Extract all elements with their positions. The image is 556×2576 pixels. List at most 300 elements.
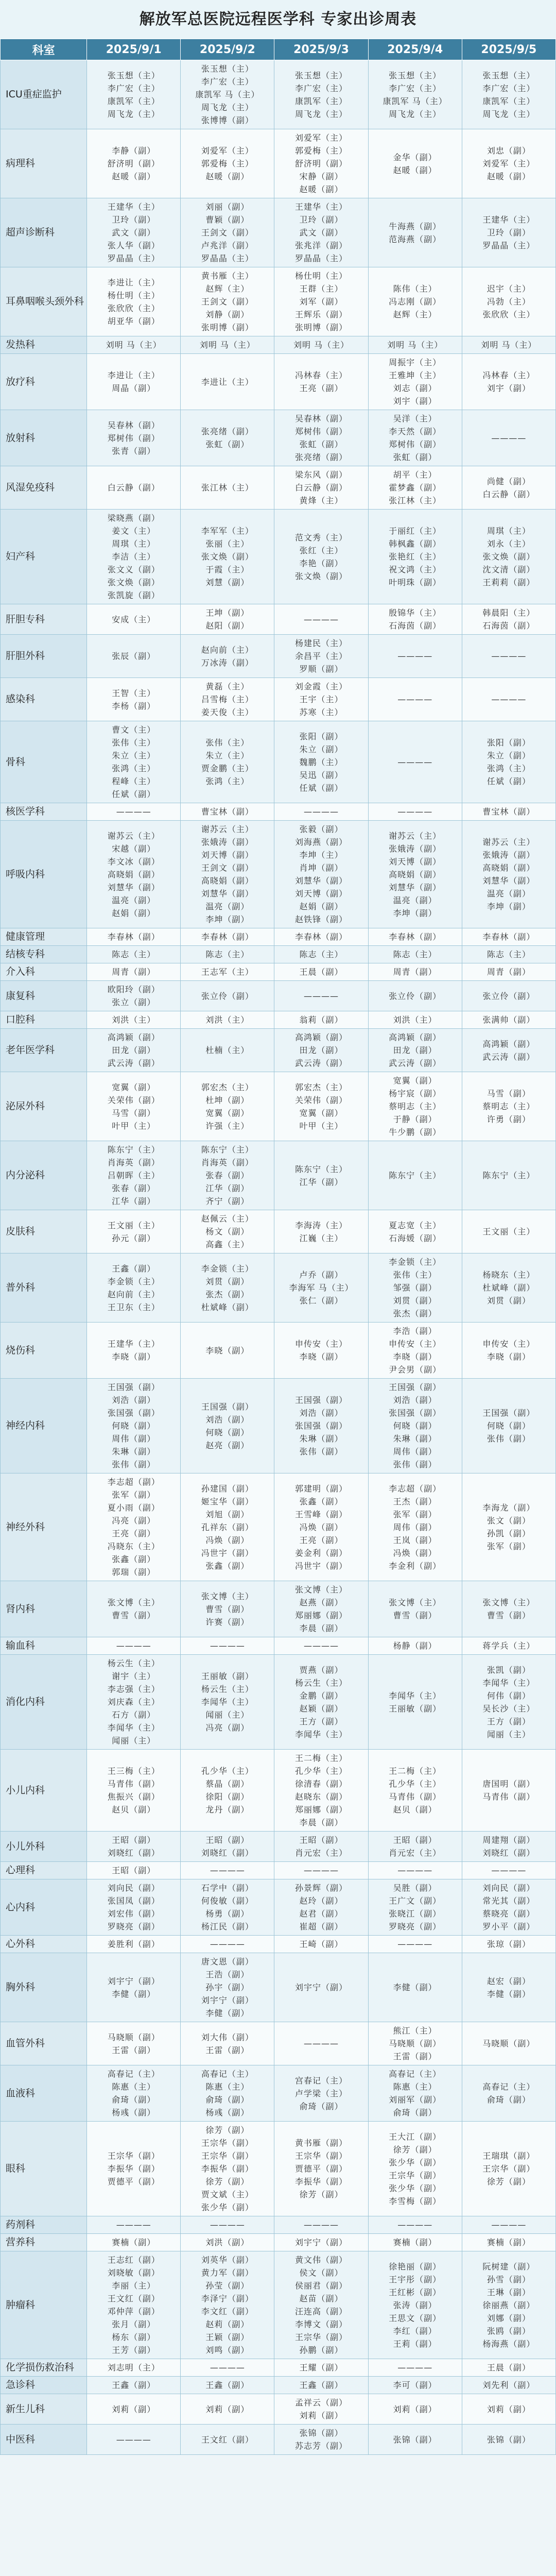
table-row <box>1 1029 556 1072</box>
table-row <box>1 410 556 466</box>
dept-name: 中医科 <box>1 2425 87 2455</box>
doctor-cell: 谢苏云（主） 张娥涛（副） 高晓娟（副） 刘慧华（副） 温亮（副） 李坤（副） <box>462 821 555 928</box>
doctor-cell: 高春记（主） 陈惠（主） 俞琦（副） 杨彧（副） <box>87 2065 181 2122</box>
doctor-cell: 张阳（副） 朱立（副） 张鸿（主） 任斌（副） <box>462 721 555 803</box>
dept-name: 肝胆外科 <box>1 635 87 678</box>
doctor-cell: 周振宇（主） 王雅坤（主） 刘志（副） 刘宇（副） <box>368 354 462 410</box>
doctor-cell: 张文博（主） 曹雪（副） <box>87 1581 181 1637</box>
doctor-cell: ———— <box>274 604 368 635</box>
doctor-cell: 周青（副） <box>87 963 181 981</box>
doctor-cell: 刘洪（主） <box>368 1011 462 1029</box>
doctor-cell: 李春林（副） <box>181 928 274 946</box>
doctor-cell: 李金锁（主） 张伟（主） 邹强（副） 刘贯（副） 张杰（副） <box>368 1253 462 1323</box>
table-row <box>1 1210 556 1253</box>
dept-name: 胸外科 <box>1 1953 87 2022</box>
doctor-cell: ———— <box>87 2425 181 2455</box>
doctor-cell: 迟宇（主） 冯勃（主） 张欣欣（主） <box>462 267 555 336</box>
doctor-cell: 马晓顺（副） <box>462 2022 555 2065</box>
table-row <box>1 1862 556 1879</box>
table-row <box>1 1953 556 2022</box>
doctor-cell: 王志军（主） <box>181 963 274 981</box>
dept-name: 神经内科 <box>1 1379 87 1473</box>
dept-name: 药剂科 <box>1 2216 87 2234</box>
doctor-cell: 王二梅（主） 孔少华（主） 马青伟（副） 赵贝（副） <box>368 1750 462 1832</box>
doctor-cell: 王坤（副） 赵阳（副） <box>181 604 274 635</box>
dept-name: 血管外科 <box>1 2022 87 2065</box>
doctor-cell: 曹宝林（副） <box>181 803 274 821</box>
schedule-table <box>0 39 556 2455</box>
doctor-cell: 王国强（副） 刘浩（副） 张国强（副） 何晓（副） 周伟（副） 朱琳（副） 张伟（副） <box>87 1379 181 1473</box>
doctor-cell: 刘忠（副） 刘爱军（主） 赵暖（副） <box>462 129 555 198</box>
dept-name: 耳鼻咽喉头颈外科 <box>1 267 87 336</box>
table-row <box>1 1832 556 1862</box>
table-row <box>1 1323 556 1379</box>
table-row <box>1 1637 556 1655</box>
dept-name: 皮肤科 <box>1 1210 87 1253</box>
doctor-cell: ———— <box>368 803 462 821</box>
doctor-cell: 张琼（副） <box>462 1936 555 1953</box>
dept-name: 放疗科 <box>1 354 87 410</box>
doctor-cell: 杨云生（主） 谢宇（主） 李志强（主） 刘庆森（主） 石方（副） 李闻华（主） 闻丽（主） <box>87 1655 181 1750</box>
doctor-cell: 刘明 马（主） <box>368 336 462 354</box>
doctor-cell: 宽翼（副） 杨宇宸（副） 蔡明志（主） 于静（副） 牛少鹏（副） <box>368 1072 462 1141</box>
dept-name: 呼吸内科 <box>1 821 87 928</box>
doctor-cell: ———— <box>181 1936 274 1953</box>
doctor-cell: 刘宇宁（副） 李健（副） <box>87 1953 181 2022</box>
doctor-cell: 孙景辉（副） 赵玲（副） 赵君（副） 崔超（副） <box>274 1879 368 1936</box>
doctor-cell: 王昭（副） <box>87 1862 181 1879</box>
table-row <box>1 1141 556 1210</box>
doctor-cell: 张伟（主） 朱立（主） 贾金鹏（主） 张鸿（主） <box>181 721 274 803</box>
doctor-cell: 王晨（副） <box>274 963 368 981</box>
doctor-cell: 贾燕（副） 杨云生（主） 金鹏（副） 赵颖（副） 王方（副） 李闻华（主） <box>274 1655 368 1750</box>
doctor-cell: 冯林春（主） 刘宇（副） <box>462 354 555 410</box>
table-row <box>1 2216 556 2234</box>
doctor-cell: 刘明 马（主） <box>87 336 181 354</box>
table-row <box>1 604 556 635</box>
table-row <box>1 129 556 198</box>
doctor-cell: 刘爱军（主） 郭爱梅（主） 舒济明（副） 宋静（副） 赵暖（副） <box>274 129 368 198</box>
doctor-cell: 王文丽（主） 孙元（副） <box>87 1210 181 1253</box>
doctor-cell: 高鸿颖（副） 田龙（副） 武云涛（副） <box>274 1029 368 1072</box>
table-row <box>1 1473 556 1581</box>
doctor-cell: 刘丽（副） 曹颖（副） 王剑文（副） 卢兆洋（副） 罗晶晶（主） <box>181 198 274 267</box>
doctor-cell: 王鑫（副） <box>181 2377 274 2394</box>
doctor-cell: 王昭（副） 肖元宏（主） <box>368 1832 462 1862</box>
doctor-cell: 刘向民（副） 常光其（副） 蔡晓亮（副） 罗小平（副） <box>462 1879 555 1936</box>
dept-name: 发热科 <box>1 336 87 354</box>
doctor-cell: 刘洪（副） <box>181 2234 274 2251</box>
dept-name: 感染科 <box>1 678 87 721</box>
doctor-cell: 唐文恩（副） 王浩（副） 孙宇（副） 刘宇宁（副） 李健（副） <box>181 1953 274 2022</box>
doctor-cell: 王大江（副） 徐芳（副） 张少华（副） 王宗华（副） 张少华（副） 李雪梅（副） <box>368 2122 462 2216</box>
doctor-cell: 李志超（副） 张军（副） 夏小雨（副） 冯亮（副） 王亮（副） 冯晓东（主） 张鑫（副） 郭瑞（副） <box>87 1473 181 1581</box>
doctor-cell: 刘宇宁（副） <box>274 1953 368 2022</box>
doctor-cell: 赵向前（主） 万冰涛（副） <box>181 635 274 678</box>
doctor-cell: 陈志（主） <box>462 946 555 963</box>
doctor-cell: 刘明 马（主） <box>462 336 555 354</box>
doctor-cell: 杜楠（主） <box>181 1029 274 1072</box>
table-row <box>1 1253 556 1323</box>
doctor-cell: 李金锁（主） 刘贯（副） 张杰（副） 杜斌峰（副） <box>181 1253 274 1323</box>
doctor-cell: 熊江（主） 马晓顺（副） 王雷（副） <box>368 2022 462 2065</box>
table-row <box>1 963 556 981</box>
doctor-cell: 李春林（副） <box>274 928 368 946</box>
doctor-cell: 吴胜（副） 王广文（副） 张晓江（副） 罗晓亮（副） <box>368 1879 462 1936</box>
doctor-cell: 欧阳玲（副） 张立（副） <box>87 981 181 1011</box>
doctor-cell: 陈东宁（主） <box>368 1141 462 1210</box>
doctor-cell: 翁莉（副） <box>274 1011 368 1029</box>
doctor-cell: 高春记（主） 陈惠（主） 俞琦（副） 杨彧（副） <box>181 2065 274 2122</box>
doctor-cell: 郭建明（副） 张鑫（副） 王雪峰（副） 冯焕（副） 王亮（副） 姜金利（副） 冯世宇（副） <box>274 1473 368 1581</box>
doctor-cell: 李春林（副） <box>368 928 462 946</box>
doctor-cell: 陈志（主） <box>181 946 274 963</box>
doctor-cell: 张立伶（副） <box>368 981 462 1011</box>
header-row <box>1 39 556 60</box>
doctor-cell: 赵佩云（主） 杨文（副） 高鑫（主） <box>181 1210 274 1253</box>
doctor-cell: 李静（副） 舒济明（副） 赵暖（副） <box>87 129 181 198</box>
table-row <box>1 1072 556 1141</box>
doctor-cell: 王国强（副） 刘浩（副） 张国强（副） 朱琳（副） 张伟（副） <box>274 1379 368 1473</box>
table-row <box>1 2022 556 2065</box>
doctor-cell: 李闻华（主） 王丽敏（副） <box>368 1655 462 1750</box>
doctor-cell: 李春林（副） <box>462 928 555 946</box>
table-row <box>1 1379 556 1473</box>
doctor-cell: 刘爱军（主） 郭爱梅（主） 赵暖（副） <box>181 129 274 198</box>
doctor-cell: 刘向民（副） 张国凤（副） 刘宏伟（副） 罗晓亮（副） <box>87 1879 181 1936</box>
doctor-cell: 姜胜利（副） <box>87 1936 181 1953</box>
doctor-cell: 陈志（主） <box>368 946 462 963</box>
dept-name: ICU重症监护 <box>1 60 87 129</box>
doctor-cell: 李健（副） <box>368 1953 462 2022</box>
doctor-cell: 孔少华（主） 蔡晶（副） 徐阳（副） 龙丹（副） <box>181 1750 274 1832</box>
doctor-cell: 黄书雁（主） 赵辉（主） 王剑文（副） 刘静（副） 张明博（副） <box>181 267 274 336</box>
doctor-cell: 刘莉（副） <box>462 2394 555 2425</box>
doctor-cell: 白云静（副） <box>87 466 181 510</box>
doctor-cell: 李浩（副） 申传安（主） 李晓（副） 尹会男（副） <box>368 1323 462 1379</box>
dept-name: 化学损伤救治科 <box>1 2359 87 2377</box>
doctor-cell: ———— <box>368 635 462 678</box>
dept-name: 心外科 <box>1 1936 87 1953</box>
table-row <box>1 2394 556 2425</box>
doctor-cell: 王文丽（主） <box>462 1210 555 1253</box>
doctor-cell: 王鑫（副） <box>274 2377 368 2394</box>
doctor-cell: ———— <box>462 635 555 678</box>
doctor-cell: ———— <box>274 1637 368 1655</box>
doctor-cell: ———— <box>181 2359 274 2377</box>
table-row <box>1 821 556 928</box>
dept-name: 泌尿外科 <box>1 1072 87 1141</box>
doctor-cell: 张辰（副） <box>87 635 181 678</box>
dept-name: 普外科 <box>1 1253 87 1323</box>
doctor-cell: 李进让（主） 杨仕明（主） 张欣欣（主） 胡亚华（副） <box>87 267 181 336</box>
doctor-cell: 刘莉（副） <box>87 2394 181 2425</box>
doctor-cell: 梁东风（副） 白云静（副） 黄烽（主） <box>274 466 368 510</box>
doctor-cell: 王建华（主） 李晓（副） <box>87 1323 181 1379</box>
doctor-cell: 赛楠（副） <box>87 2234 181 2251</box>
doctor-cell: ———— <box>274 803 368 821</box>
doctor-cell: 王国强（副） 何晓（副） 张伟（副） <box>462 1379 555 1473</box>
doctor-cell: 刘英华（副） 黄力军（副） 孙莹（副） 李泽宁（副） 李文红（副） 赵莉（副） 王颖（副） 刘鸣（副） <box>181 2251 274 2359</box>
table-row <box>1 928 556 946</box>
doctor-cell: 张立伶（副） <box>181 981 274 1011</box>
doctor-cell: 高鸿颖（副） 武云涛（副） <box>462 1029 555 1072</box>
doctor-cell: 王智（主） 李杨（副） <box>87 678 181 721</box>
doctor-cell: ———— <box>274 981 368 1011</box>
dept-name: 妇产科 <box>1 510 87 604</box>
doctor-cell: ———— <box>368 2359 462 2377</box>
table-row <box>1 1011 556 1029</box>
dept-name: 核医学科 <box>1 803 87 821</box>
doctor-cell: ———— <box>181 2216 274 2234</box>
doctor-cell: 李志超（副） 王杰（副） 张军（副） 周伟（副） 王岚（副） 冯焕（副） 李金利（副） <box>368 1473 462 1581</box>
doctor-cell: 王志红（副） 刘晓敏（副） 李丽（主） 王文红（副） 邓仲萍（副） 张月（副） 杨东（副） 王芳（副） <box>87 2251 181 2359</box>
doctor-cell: 王三梅（主） 马青伟（副） 焦振兴（副） 赵贝（副） <box>87 1750 181 1832</box>
doctor-cell: 刘明 马（主） <box>181 336 274 354</box>
doctor-cell: 李军军（主） 张丽（主） 张文焕（副） 于霞（主） 刘慧（副） <box>181 510 274 604</box>
doctor-cell: ———— <box>181 1862 274 1879</box>
doctor-cell: 张阳（副） 朱立（副） 魏鹏（主） 吴迅（副） 任斌（副） <box>274 721 368 803</box>
doctor-cell: 郭宏杰（主） 关荣伟（副） 宽翼（副） 叶甲（主） <box>274 1072 368 1141</box>
doctor-cell: 张亮绪（副） 张虹（副） <box>181 410 274 466</box>
doctor-cell: 张玉想（主） 李广宏（主） 康凯军（主） 周飞龙（主） <box>87 60 181 129</box>
table-row <box>1 510 556 604</box>
dept-name: 烧伤科 <box>1 1323 87 1379</box>
doctor-cell: 王崎（副） <box>274 1936 368 1953</box>
dept-name: 心内科 <box>1 1879 87 1936</box>
table-row <box>1 2234 556 2251</box>
dept-name: 内分泌科 <box>1 1141 87 1210</box>
doctor-cell: 石学中（副） 何俊敏（副） 杨勇（副） 杨江民（副） <box>181 1879 274 1936</box>
schedule-body <box>1 60 556 2455</box>
table-row <box>1 2122 556 2216</box>
table-row <box>1 2065 556 2122</box>
table-row <box>1 60 556 129</box>
doctor-cell: 王昭（副） 肖元宏（主） <box>274 1832 368 1862</box>
doctor-cell: ———— <box>87 1637 181 1655</box>
doctor-cell: 王宗华（副） 李振华（副） 贾德平（副） <box>87 2122 181 2216</box>
doctor-cell: 周琪（主） 刘永（主） 张文焕（副） 沈文清（副） 王莉莉（副） <box>462 510 555 604</box>
doctor-cell: 黄磊（主） 吕雪梅（主） 姜天俊（主） <box>181 678 274 721</box>
dept-name: 病理科 <box>1 129 87 198</box>
doctor-cell: ———— <box>368 1936 462 1953</box>
doctor-cell: 赵宏（副） 李健（副） <box>462 1953 555 2022</box>
dept-name: 结核专科 <box>1 946 87 963</box>
dept-name: 心理科 <box>1 1862 87 1879</box>
doctor-cell: 张锦（副） <box>368 2425 462 2455</box>
dept-name: 小儿内科 <box>1 1750 87 1832</box>
doctor-cell: 阮树建（副） 孙雪（副） 王琳（副） 徐丽燕（副） 刘娜（副） 张鸥（副） 杨海燕（副） <box>462 2251 555 2359</box>
doctor-cell: 刘金霞（主） 王宇（主） 苏寒（主） <box>274 678 368 721</box>
doctor-cell: ———— <box>87 2216 181 2234</box>
doctor-cell: 杨仕明（主） 王群（主） 刘军（副） 王辉乐（副） 张明博（副） <box>274 267 368 336</box>
table-row <box>1 635 556 678</box>
doctor-cell: 王晨（副） <box>462 2359 555 2377</box>
doctor-cell: 张锦（副） 苏志芳（副） <box>274 2425 368 2455</box>
dept-name: 口腔科 <box>1 1011 87 1029</box>
header-date: 2025/9/1 <box>87 39 181 60</box>
doctor-cell: 陈志（主） <box>274 946 368 963</box>
doctor-cell: 陈志（主） <box>87 946 181 963</box>
header-dept: 科室 <box>1 39 87 60</box>
doctor-cell: 杨建民（主） 余昌平（主） 罗顺（副） <box>274 635 368 678</box>
header-date: 2025/9/2 <box>181 39 274 60</box>
table-row <box>1 466 556 510</box>
dept-name: 超声诊断科 <box>1 198 87 267</box>
dept-name: 血液科 <box>1 2065 87 2122</box>
table-row <box>1 2377 556 2394</box>
doctor-cell: 谢苏云（主） 宋越（副） 李文冰（副） 高晓娟（副） 刘慧华（副） 温亮（副） 赵娟（副） <box>87 821 181 928</box>
doctor-cell: 李晓（副） <box>181 1323 274 1379</box>
doctor-cell: ———— <box>368 721 462 803</box>
table-row <box>1 2251 556 2359</box>
doctor-cell: 尚健（副） 白云静（副） <box>462 466 555 510</box>
doctor-cell: 王建华（主） 卫玲（副） 罗晶晶（主） <box>462 198 555 267</box>
dept-name: 康复科 <box>1 981 87 1011</box>
doctor-cell: 马晓顺（副） 王雷（副） <box>87 2022 181 2065</box>
dept-name: 急诊科 <box>1 2377 87 2394</box>
doctor-cell: 吴春林（副） 郑树伟（副） 张青（副） <box>87 410 181 466</box>
doctor-cell: 王丽敏（副） 杨云生（主） 李闻华（主） 闻丽（主） 冯亮（副） <box>181 1655 274 1750</box>
dept-name: 神经外科 <box>1 1473 87 1581</box>
table-row <box>1 946 556 963</box>
doctor-cell: 张文博（主） 曹雪（副） <box>462 1581 555 1637</box>
doctor-cell: 牛海燕（副） 范海燕（副） <box>368 198 462 267</box>
doctor-cell: 申传安（主） 李晓（副） <box>274 1323 368 1379</box>
table-row <box>1 1936 556 1953</box>
table-row <box>1 1655 556 1750</box>
doctor-cell: 陈东宁（主） <box>462 1141 555 1210</box>
doctor-cell: 张满帅（副） <box>462 1011 555 1029</box>
doctor-cell: 曹文（主） 张伟（主） 朱立（主） 张鸿（主） 程峰（主） 任斌（副） <box>87 721 181 803</box>
table-row <box>1 336 556 354</box>
doctor-cell: ———— <box>274 1862 368 1879</box>
doctor-cell: 张立伶（副） <box>462 981 555 1011</box>
doctor-cell: 张玉想（主） 李广宏（主） 康凯军（主） 周飞龙（主） <box>274 60 368 129</box>
doctor-cell: 张文博（主） 赵燕（副） 郑丽娜（副） 李晨（副） <box>274 1581 368 1637</box>
doctor-cell: 李进让（主） <box>181 354 274 410</box>
doctor-cell: 谢苏云（主） 张娥涛（副） 刘天博（副） 高晓娟（副） 刘慧华（副） 温亮（副） 李坤（副） <box>368 821 462 928</box>
table-row <box>1 1750 556 1832</box>
doctor-cell: 蒋学兵（主） <box>462 1637 555 1655</box>
doctor-cell: 冯林春（主） 王亮（副） <box>274 354 368 410</box>
doctor-cell: 范文秀（主） 张红（主） 李艳（副） 张文焕（副） <box>274 510 368 604</box>
doctor-cell: 赛楠（副） <box>368 2234 462 2251</box>
table-row <box>1 1581 556 1637</box>
doctor-cell: 王昭（副） 刘晓红（副） <box>181 1832 274 1862</box>
doctor-cell: 王二梅（主） 孔少华（主） 徐清春（副） 赵晓东（副） 郑丽娜（副） 李晨（副） <box>274 1750 368 1832</box>
doctor-cell: 李可（副） <box>368 2377 462 2394</box>
doctor-cell: 周青（副） <box>368 963 462 981</box>
table-row <box>1 267 556 336</box>
doctor-cell: 李海龙（副） 张文（副） 孙凯（副） 张军（副） <box>462 1473 555 1581</box>
doctor-cell: 张玉想（主） 李广宏（主） 康凯军（主） 周飞龙（主） <box>462 60 555 129</box>
doctor-cell: 刘明 马（主） <box>274 336 368 354</box>
doctor-cell: 安成（主） <box>87 604 181 635</box>
dept-name: 眼科 <box>1 2122 87 2216</box>
dept-name: 老年医学科 <box>1 1029 87 1072</box>
header-date: 2025/9/4 <box>368 39 462 60</box>
doctor-cell: 张文博（主） 曹雪（副） <box>368 1581 462 1637</box>
table-row <box>1 1879 556 1936</box>
doctor-cell: 郭宏杰（主） 杜坤（副） 宽翼（副） 许强（主） <box>181 1072 274 1141</box>
doctor-cell: 王鑫（副） <box>87 2377 181 2394</box>
dept-name: 肾内科 <box>1 1581 87 1637</box>
doctor-cell: 孙建国（副） 姬宝华（副） 刘旭（副） 孔祥东（副） 冯焕（副） 冯世宇（副） 张鑫（副） <box>181 1473 274 1581</box>
table-row <box>1 803 556 821</box>
doctor-cell: 李进让（主） 周晶（副） <box>87 354 181 410</box>
doctor-cell: 高春记（主） 俞琦（副） <box>462 2065 555 2122</box>
doctor-cell: 张凯（副） 李闻华（主） 何伟（副） 吴长沙（主） 王方（副） 闻丽（主） <box>462 1655 555 1750</box>
doctor-cell: 张江林（主） <box>181 466 274 510</box>
doctor-cell: 谢苏云（主） 张娥涛（副） 刘天博（副） 王剑文（副） 高晓娟（副） 刘慧华（副） 温亮（副） 李坤（副） <box>181 821 274 928</box>
doctor-cell: ———— <box>462 2216 555 2234</box>
doctor-cell: 王文红（副） <box>181 2425 274 2455</box>
dept-name: 骨科 <box>1 721 87 803</box>
doctor-cell: 刘志明（主） <box>87 2359 181 2377</box>
doctor-cell: 杨晓东（主） 杜斌峰（副） 刘贯（副） <box>462 1253 555 1323</box>
doctor-cell: 陈东宁（主） 肖海英（副） 吕朝晖（主） 张春（副） 江华（副） <box>87 1141 181 1210</box>
doctor-cell: ———— <box>462 410 555 466</box>
doctor-cell: 金华（副） 赵暖（副） <box>368 129 462 198</box>
doctor-cell: 孟祥云（副） 刘莉（副） <box>274 2394 368 2425</box>
dept-name: 放射科 <box>1 410 87 466</box>
table-row <box>1 2359 556 2377</box>
doctor-cell: 于丽红（主） 韩枫鑫（副） 张艳红（主） 祝文鸿（主） 叶明珠（副） <box>368 510 462 604</box>
doctor-cell: 刘洪（主） <box>87 1011 181 1029</box>
doctor-cell: ———— <box>181 1637 274 1655</box>
doctor-cell: 刘先利（副） <box>462 2377 555 2394</box>
dept-name: 介入科 <box>1 963 87 981</box>
doctor-cell: 刘莉（副） <box>181 2394 274 2425</box>
doctor-cell: 唐国明（副） 马青伟（副） <box>462 1750 555 1832</box>
doctor-cell: 周建翔（副） 刘晓红（副） <box>462 1832 555 1862</box>
doctor-cell: 王国强（副） 刘浩（副） 何晓（副） 赵亮（副） <box>181 1379 274 1473</box>
doctor-cell: 高鸿颖（副） 田龙（副） 武云涛（副） <box>368 1029 462 1072</box>
doctor-cell: 王昭（副） 刘晓红（副） <box>87 1832 181 1862</box>
doctor-cell: 曹宝林（副） <box>462 803 555 821</box>
table-row <box>1 198 556 267</box>
doctor-cell: ———— <box>462 678 555 721</box>
doctor-cell: 王瑞琪（副） 王宗华（副） 徐芳（副） <box>462 2122 555 2216</box>
doctor-cell: ———— <box>368 1862 462 1879</box>
doctor-cell: 李春林（副） <box>87 928 181 946</box>
doctor-cell: 黄书雁（副） 王宗华（副） 贾德平（副） 李振华（副） 徐芳（副） <box>274 2122 368 2216</box>
header-date: 2025/9/5 <box>462 39 555 60</box>
doctor-cell: 周青（副） <box>462 963 555 981</box>
doctor-cell: 高春记（主） 陈惠（主） 刘丽军（副） 俞琦（副） <box>368 2065 462 2122</box>
doctor-cell: 张毅（副） 刘海燕（副） 李坤（主） 肖坤（副） 刘慧华（副） 刘天博（副） 赵娟（副） 赵铁锋（副） <box>274 821 368 928</box>
doctor-cell: ———— <box>368 678 462 721</box>
doctor-cell: 徐艳丽（副） 王宇彤（副） 王红彬（副） 张涛（副） 王思文（副） 李红（副） 王莉（副） <box>368 2251 462 2359</box>
doctor-cell: 王建华（主） 卫玲（副） 武文（副） 张人华（副） 罗晶晶（主） <box>87 198 181 267</box>
dept-name: 消化内科 <box>1 1655 87 1750</box>
doctor-cell: 张玉想（主） 李广宏（主） 康凯军 马（主） 周飞龙（主） <box>368 60 462 129</box>
table-row <box>1 721 556 803</box>
doctor-cell: 马雪（副） 蔡明志（主） 许勇（副） <box>462 1072 555 1141</box>
doctor-cell: ———— <box>87 803 181 821</box>
doctor-cell: 梁晓燕（副） 姜文（主） 周琪（主） 李洁（主） 张文义（副） 张文焕（副） 张凯旋（副） <box>87 510 181 604</box>
doctor-cell: 陈伟（主） 冯志刚（副） 赵辉（主） <box>368 267 462 336</box>
doctor-cell: 申传安（主） 李晓（副） <box>462 1323 555 1379</box>
table-row <box>1 354 556 410</box>
dept-name: 健康管理 <box>1 928 87 946</box>
table-row <box>1 981 556 1011</box>
doctor-cell: 卢乔（副） 李海军 马（主） 张仁（副） <box>274 1253 368 1323</box>
doctor-cell: 王鑫（副） 李金锁（主） 赵向前（主） 王卫东（主） <box>87 1253 181 1323</box>
table-row <box>1 678 556 721</box>
doctor-cell: 高鸿颖（副） 田龙（副） 武云涛（副） <box>87 1029 181 1072</box>
